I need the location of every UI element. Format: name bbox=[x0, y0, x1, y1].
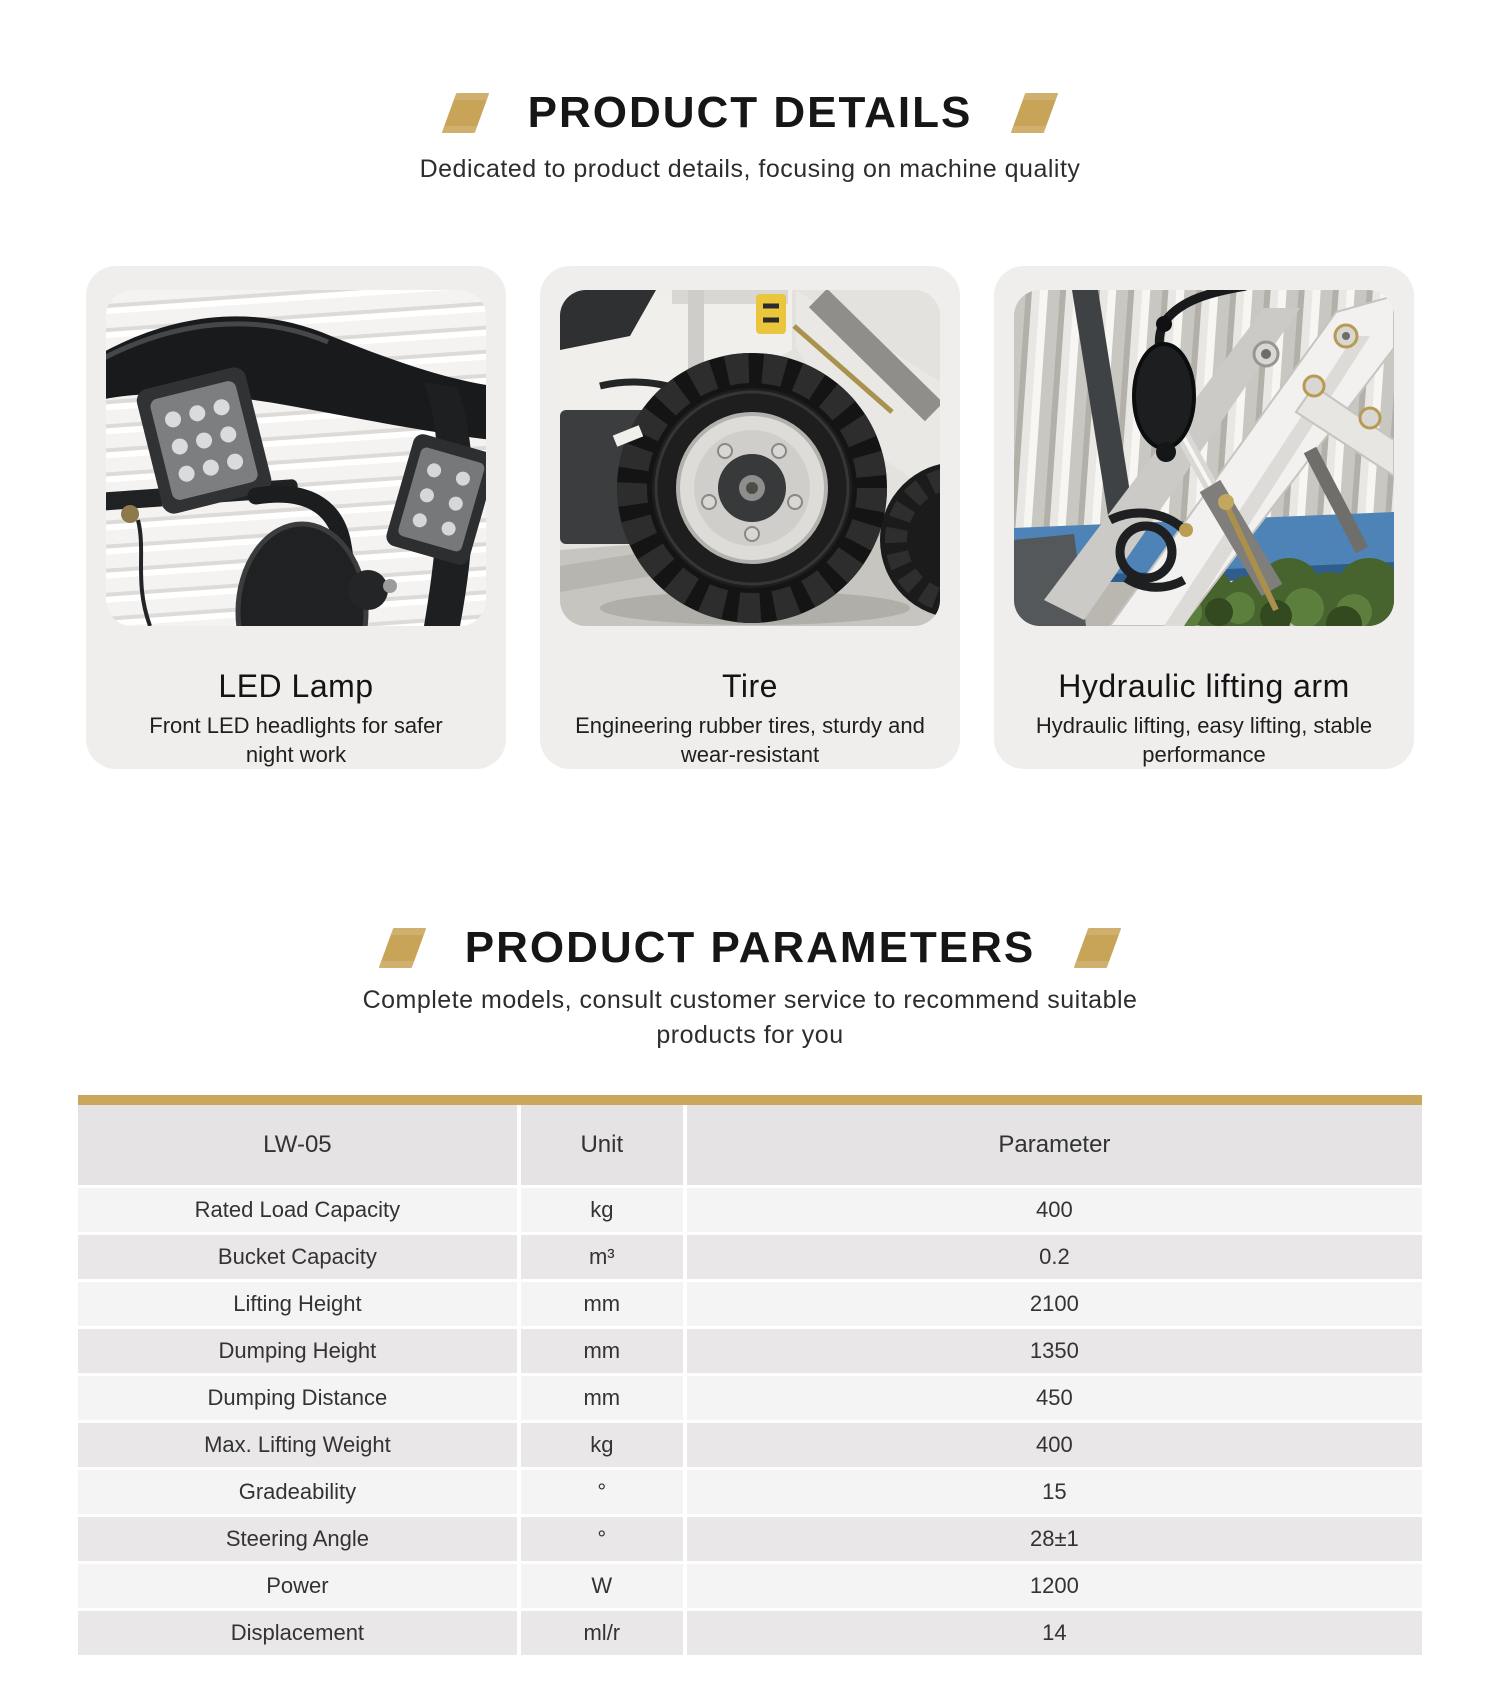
table-header-parameter: Parameter bbox=[685, 1105, 1422, 1187]
gold-slash-right-icon bbox=[1074, 928, 1122, 968]
table-row bbox=[78, 1422, 1422, 1469]
value-cell: 14 bbox=[685, 1610, 1422, 1657]
table-header-model: LW-05 bbox=[78, 1105, 519, 1187]
table-row bbox=[78, 1281, 1422, 1328]
param-label-cell: Max. Lifting Weight bbox=[78, 1422, 519, 1469]
unit-cell: W bbox=[519, 1563, 685, 1610]
value-cell: 1200 bbox=[685, 1563, 1422, 1610]
gold-slash-right-icon bbox=[1011, 93, 1059, 133]
led-lamp-photo bbox=[106, 290, 486, 626]
card-title-led-lamp: LED Lamp bbox=[218, 668, 374, 704]
gold-slash-left-icon bbox=[378, 928, 426, 968]
product-details-title: PRODUCT DETAILS bbox=[527, 88, 973, 137]
param-label-cell: Displacement bbox=[78, 1610, 519, 1657]
table-row bbox=[78, 1563, 1422, 1610]
product-details-heading-row bbox=[0, 86, 1500, 140]
parameters-table bbox=[78, 1105, 1422, 1658]
hydraulic-arm-photo bbox=[1014, 290, 1394, 626]
unit-cell: mm bbox=[519, 1375, 685, 1422]
feature-cards-row bbox=[86, 266, 1414, 769]
feature-card-led-lamp bbox=[86, 266, 506, 769]
feature-card-tire bbox=[540, 266, 960, 769]
value-cell: 0.2 bbox=[685, 1234, 1422, 1281]
table-row bbox=[78, 1187, 1422, 1234]
gold-slash-left-icon bbox=[441, 93, 489, 133]
value-cell: 2100 bbox=[685, 1281, 1422, 1328]
param-label-cell: Steering Angle bbox=[78, 1516, 519, 1563]
unit-cell: mm bbox=[519, 1281, 685, 1328]
unit-cell: kg bbox=[519, 1422, 685, 1469]
card-title-hydraulic-arm: Hydraulic lifting arm bbox=[1058, 668, 1350, 704]
param-label-cell: Dumping Distance bbox=[78, 1375, 519, 1422]
led-lamp-photo-frame bbox=[106, 290, 486, 626]
product-details-subtitle: Dedicated to product details, focusing on machine quality bbox=[419, 155, 1081, 183]
param-label-cell: Dumping Height bbox=[78, 1328, 519, 1375]
table-row bbox=[78, 1328, 1422, 1375]
unit-cell: kg bbox=[519, 1187, 685, 1234]
unit-cell: m³ bbox=[519, 1234, 685, 1281]
product-parameters-subtitle: Complete models, consult customer service to recommend suitable products for you bbox=[362, 986, 1138, 1049]
value-cell: 400 bbox=[685, 1187, 1422, 1234]
table-row bbox=[78, 1234, 1422, 1281]
table-row bbox=[78, 1610, 1422, 1657]
parameters-table-wrap bbox=[78, 1095, 1422, 1658]
table-header-unit: Unit bbox=[519, 1105, 685, 1187]
value-cell: 400 bbox=[685, 1422, 1422, 1469]
product-parameters-title: PRODUCT PARAMETERS bbox=[464, 923, 1036, 972]
table-row bbox=[78, 1375, 1422, 1422]
product-parameters-heading-row bbox=[0, 921, 1500, 975]
value-cell: 28±1 bbox=[685, 1516, 1422, 1563]
section-product-parameters bbox=[0, 921, 1500, 1658]
param-label-cell: Lifting Height bbox=[78, 1281, 519, 1328]
hydraulic-arm-photo-frame bbox=[1014, 290, 1394, 626]
feature-card-hydraulic-arm bbox=[994, 266, 1414, 769]
value-cell: 15 bbox=[685, 1469, 1422, 1516]
unit-cell: ° bbox=[519, 1469, 685, 1516]
card-desc-hydraulic-arm: Hydraulic lifting, easy lifting, stable performance bbox=[1035, 713, 1373, 767]
param-label-cell: Rated Load Capacity bbox=[78, 1187, 519, 1234]
table-header-row bbox=[78, 1105, 1422, 1187]
param-label-cell: Gradeability bbox=[78, 1469, 519, 1516]
param-label-cell: Power bbox=[78, 1563, 519, 1610]
unit-cell: mm bbox=[519, 1328, 685, 1375]
card-desc-led-lamp: Front LED headlights for safer night work bbox=[149, 713, 443, 767]
section-product-details bbox=[0, 86, 1500, 769]
table-row bbox=[78, 1516, 1422, 1563]
table-row bbox=[78, 1469, 1422, 1516]
unit-cell: ° bbox=[519, 1516, 685, 1563]
card-title-tire: Tire bbox=[722, 668, 778, 704]
tire-photo bbox=[560, 290, 940, 626]
tire-photo-frame bbox=[560, 290, 940, 626]
unit-cell: ml/r bbox=[519, 1610, 685, 1657]
value-cell: 450 bbox=[685, 1375, 1422, 1422]
param-label-cell: Bucket Capacity bbox=[78, 1234, 519, 1281]
value-cell: 1350 bbox=[685, 1328, 1422, 1375]
card-desc-tire: Engineering rubber tires, sturdy and wear-resistant bbox=[575, 713, 925, 767]
table-top-gold-bar bbox=[78, 1095, 1422, 1105]
